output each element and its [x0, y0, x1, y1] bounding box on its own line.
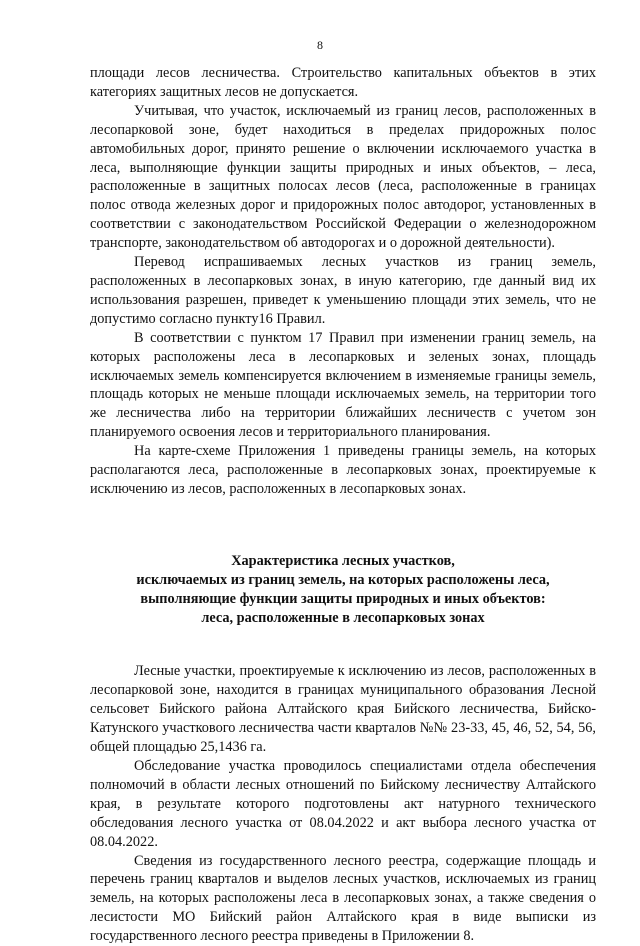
heading-line: леса, расположенные в лесопарковых зонах — [201, 609, 485, 626]
document-body — [90, 64, 596, 946]
heading-line: Характеристика лесных участков, — [231, 552, 455, 569]
paragraph: Лесные участки, проектируемые к исключению из лесов, расположенных в лесопарковой зоне, находится в границах муниципального образования Лесной сельсовет Бийского района Алтайского края Бийского лесничества, Бийско-Катунского участкового лесничества части кварталов №№ 23-33, 45, 46, 52, 54, 56, общей площадью 25,1436 га. — [90, 663, 596, 756]
paragraph: На карте-схеме Приложения 1 приведены границы земель, на которых располагаются леса, расположенные в лесопарковых зонах, проектируемые к исключению из лесов, расположенных в лесопарковых зонах. — [90, 443, 596, 497]
heading-line: исключаемых из границ земель, на которых расположены леса, — [136, 571, 550, 588]
page-number: 8 — [317, 38, 323, 52]
heading-line: выполняющие функции защиты природных и иных объектов: — [140, 590, 546, 607]
paragraph: площади лесов лесничества. Строительство капитальных объектов в этих категориях защитных лесов не допускается. — [90, 65, 596, 100]
paragraph: Обследование участка проводилось специалистами отдела обеспечения полномочий в области лесных отношений по Бийскому лесничеству Алтайского края, в результате которого подготовлены акт натурного технического обследования лесного участка от 08.04.2022 и акт выбора лесного участка от 08.04.2022. — [90, 758, 596, 850]
paragraph: Учитывая, что участок, исключаемый из границ лесов, расположенных в лесопарковой зоне, будет находиться в пределах придорожных полос автомобильных дорог, принято решение о включении исключаемого участка в леса, выполняющие функции защиты природных и иных объектов, – леса, расположенные в защитных полосах лесов (леса, расположенные в границах полос отвода железных дорог и придорожных полос автодорог, установленных в соответствии с законодательством Российской Федерации о железнодорожном транспорте, законодательством об автодорогах и о дорожной деятельности). — [90, 102, 596, 252]
paragraph: В соответствии с пунктом 17 Правил при изменении границ земель, на которых расположены леса в лесопарковых и зеленых зонах, площадь исключаемых земель компенсируется включением в изменяемые границы земель, площадь которых не меньше площади исключаемых земель, на территории того же лесничества либо на территории ближайших лесничеств с учетом зон планируемого освоения лесов и территориального планирования. — [90, 329, 596, 441]
paragraph: Сведения из государственного лесного реестра, содержащие площадь и перечень границ кварталов и выделов лесных участков, исключаемых из границ земель, на которых расположены леса в лесопарковых зонах, а также сведения о лесистости МО Бийский район Алтайского края в виде выписки из государственного лесного реестра приведены в Приложении 8. — [90, 852, 596, 945]
section-heading — [90, 552, 596, 628]
paragraph: Перевод испрашиваемых лесных участков из границ земель, расположенных в лесопарковых зонах, в иную категорию, где данный вид их использования разрешен, приведет к уменьшению площади этих земель, что не допустимо согласно пункту16 Правил. — [90, 254, 596, 327]
